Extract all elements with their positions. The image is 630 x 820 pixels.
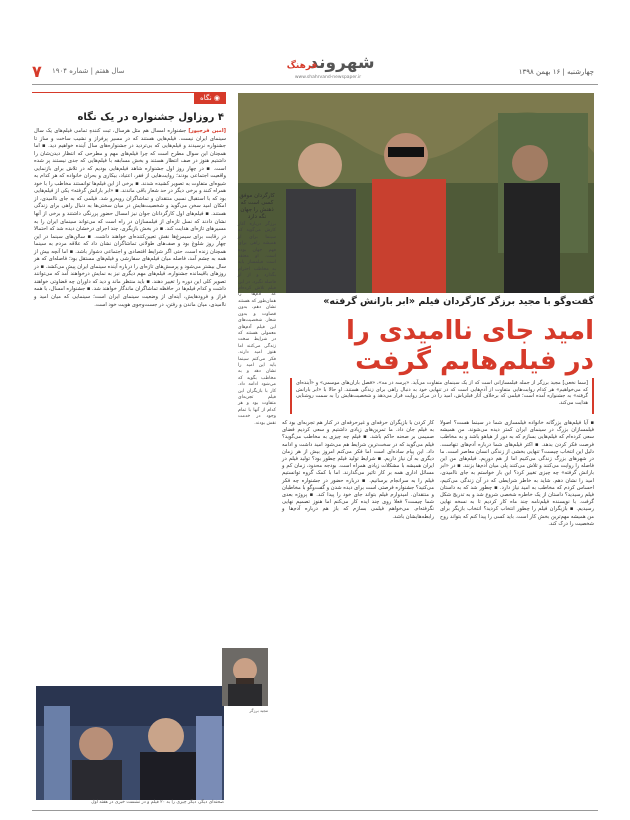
portrait-caption: مجید برزگر [249, 708, 268, 713]
side-body: برزگر درباره آغاز کارش می‌گوید که سینما برای او همیشه راهی برای فهم جهان بوده است. او معتقد است فیلمساز باید به مخاطب احترام بگذارد و از او فاصله نگیرد. در این فیلم تلاش کرده‌ام که آدم‌ها را همان‌طور که هستند نشان دهم، بدون قضاوت و بدون شعار. شخصیت‌های این فیلم آدم‌های معمولی هستند که در شرایط سخت زندگی می‌کنند اما هنوز امید دارند. فکر می‌کنم سینما باید این امید را نشان دهد و به مخاطب بگوید که می‌شود ادامه داد. کار با بازیگران این فیلم تجربه‌ای متفاوت بود و هر کدام از آنها با تمام وجود در خدمت نقش بودند. [238, 222, 276, 426]
svg-text:www.shahrvand-newspaper.ir: www.shahrvand-newspaper.ir [294, 75, 362, 80]
side-quote: کارگردان موفق کسی است که ذهنش را جهان نگه دارد [239, 193, 275, 220]
svg-text:شهروند: شهروند [309, 53, 375, 73]
left-body-text: جشنواره امسال هم مثل هرسال، ثبت کنندهِ تمامی فیلم‌های یک سال سینمای ایران نیست. فیلم‌هایی هستند که در مسیر پرفراز و نشیب ساخت و ساز تا جشنواره نرسیدند و فیلم‌هایی که بی‌تردید در جشنواره‌های سال آینده خواهیم دید. ▪ اما همچنان این سوال مطرح است که چرا فیلم‌های مهم و مطرحی که انتظار دیدن‌شان را داشتیم هنوز در صف انتظار هستند و بخش مسابقه با فیلم‌هایی که جدی نیستند پر شده است. ▪ در چهار روز اول جشنواره شاهد فیلم‌هایی بودیم که در تلاش برای بازنمایی واقعیت اجتماعی بودند؛ روایت‌هایی از فقر، اعتیاد، بیکاری و بحران خانواده که هر کدام به شیوه‌ای متفاوت به تصویر کشیده شدند. ▪ برخی از این فیلم‌ها توانستند مخاطب را با خود همراه کنند و برخی دیگر در حد شعار باقی ماندند. ▪ «ابر بارانش گرفته» یکی از فیلم‌هایی بود که با استقبال نسبی منتقدان و تماشاگران روبه‌رو شد. فیلمی که به جای ناامیدی، از امکان امید سخن می‌گوید و شخصیت‌هایش در میان سختی‌ها به دنبال راهی برای زندگی هستند. ▪ فیلم‌های اول کارگردانان جوان نیز امسال حضور پررنگی داشتند و برخی از آنها نشان دادند که نسل تازه‌ای از فیلمسازان در راه است که می‌تواند سینمای ایران را به مسیرهای تازه‌ای هدایت کند. ▪ در بخش بازیگری، چند اجرای درخشان دیده شد که احتمالا در رقابت برای سیمرغ‌ها نقش تعیین‌کننده‌ای خواهند داشت. ▪ سالن‌های سینما در این چهار روز شلوغ بود و صف‌های طولانی تماشاگران نشان داد که علاقه مردم به سینما همچنان زنده است، حتی اگر شرایط اقتصادی و اجتماعی دشوار باشد. ▪ اما آنچه بیش از همه به چشم آمد، فاصله میان فیلم‌های سفارشی و فیلم‌های مستقل بود؛ فاصله‌ای که هر سال بیشتر می‌شود و پرسش‌های تازه‌ای را درباره آینده سینمای ایران پیش می‌کشد. ▪ در روزهای باقیمانده جشنواره، فیلم‌های مهم دیگری نیز به نمایش درخواهند آمد که می‌توانند تصویر کلی این دوره را تغییر دهند. ▪ باید منتظر ماند و دید که داوران چه قضاوتی خواهند داشت و کدام فیلم‌ها در حافظه تماشاگران ماندگار خواهند شد. ▪ جشنواره امسال، با همه فراز و فرودهایش، آینه‌ای از وضعیت سینمای ایران است؛ سینمایی که میان امید و ناامیدی، میان ماندن و رفتن، در جست‌وجوی هویت خود است. [34, 128, 226, 308]
header-rule [32, 84, 598, 85]
article-subhead: گفت‌وگو با مجید برزگر کارگردان فیلم «ابر بارانش گرفته» [323, 296, 594, 307]
issue-date: چهارشنبه | ۱۶ بهمن ۱۳۹۸ [518, 68, 594, 76]
director-photo [238, 93, 594, 293]
festival-photo-caption: صحنه‌ای دیگر، دیگر چیزی را به ۲۰ فیلم و در نشست خبری در هفته اول [91, 800, 224, 805]
issue-info: سال هفتم | شماره ۱۹۰۴ [52, 67, 125, 75]
left-article-title: ۴ روزاول جشنواره در یک نگاه [77, 112, 224, 123]
newspaper-logo [286, 46, 375, 82]
festival-photo [36, 686, 224, 800]
article-column-middle: کار کردن با بازیگران حرفه‌ای و غیرحرفه‌ای در کنار هم تجربه‌ای بود که به فیلم جان داد. ما تمرین‌های زیادی داشتیم و سعی کردیم فضای صمیمی بر صحنه حاکم باشد. ▪ فیلم چه چیزی به مخاطب می‌گوید؟ فیلم می‌گوید که در سخت‌ترین شرایط هم می‌شود امید داشت و ادامه داد. این پیام ساده‌ای است اما فکر می‌کنم امروز بیش از هر زمان دیگری به آن نیاز داریم. ▪ شرایط تولید فیلم چطور بود؟ تولید فیلم در ایران همیشه با مشکلات زیادی همراه است. بودجه محدود، زمان کم و مسائل اداری همه بر کار تاثیر می‌گذارند. اما با کمک گروه توانستیم فیلم را به سرانجام برسانیم. ▪ درباره حضور در جشنواره چه فکر می‌کنید؟ جشنواره فرصتی است برای دیده شدن و گفت‌وگو با مخاطبان و منتقدان. امیدوارم فیلم بتواند جای خود را پیدا کند. ▪ پروژه بعدی شما چیست؟ فعلا روی چند ایده کار می‌کنم اما هنوز تصمیم نهایی نگرفته‌ام. می‌خواهم فیلمی بسازم که باز هم درباره آدم‌ها و رابطه‌هایشان باشد. [282, 420, 434, 520]
svg-text:فرهنگ: فرهنگ [286, 61, 318, 71]
portrait-photo [222, 648, 268, 706]
section-bar [32, 92, 226, 106]
article-headline-line2: در فیلم‌هایم گرفت [355, 346, 594, 376]
article-column-right: ▪ آیا فیلم‌های بزرگانه خانواده فیلمسازی شما در سینما هست؟ اصولا فیلمسازان بزرگ در سینمای ایران کمتر دیده می‌شوند. من همیشه سعی کرده‌ام که فیلم‌هایی بسازم که به دور از هیاهو باشد و به مخاطب فرصت فکر کردن بدهد. ▪ اکثر فیلم‌های شما درباره آدم‌های تنهاست. دلیل این انتخاب چیست؟ تنهایی بخشی از زندگی انسان معاصر است. ما در شهرهای بزرگ زندگی می‌کنیم اما از هم دوریم. فیلم‌های من این فاصله را روایت می‌کنند و تلاش می‌کنند پلی میان آدم‌ها بزنند. ▪ در «ابر بارانش گرفته» چه چیزی تغییر کرد؟ این بار خواستم به جای ناامیدی، امید را نشان دهم. شاید به خاطر شرایطی که در آن زندگی می‌کنیم، احساس کردم که مخاطب به امید نیاز دارد. ▪ چطور شد که به داستان فیلم رسیدید؟ داستان از یک خاطره شخصی شروع شد و به تدریج شکل گرفت. با نویسنده فیلم‌نامه چند ماه کار کردیم تا به نسخه نهایی رسیدیم. ▪ بازیگران فیلم را چطور انتخاب کردید؟ انتخاب بازیگر برای من همیشه مهم‌ترین بخش کار است. باید کسی را پیدا کنم که بتواند روح شخصیت را درک کند. [440, 420, 594, 527]
section-tag [194, 92, 226, 104]
article-intro-box [290, 378, 594, 414]
footer-rule [32, 810, 598, 811]
left-author: [امین فرجپور] [188, 128, 226, 134]
article-headline-line1: امید جای ناامیدی را [345, 316, 594, 346]
eye-icon: ◉ [211, 94, 220, 102]
section-tag-label: نگاه [200, 94, 212, 102]
left-article-body [34, 128, 226, 681]
page-number: ۷ [32, 62, 42, 81]
article-intro: [سما نخعی] مجید برزگر از جمله فیلمسازانی است که از یک سینمای متفاوت می‌آید. «پرسه در مه»، «فصل باران‌های موسمی» و «آینده‌ای که می‌خواهیم» هر کدام روایت‌هایی متفاوت از آدم‌هایی است که در تنهایی خود به دنبال راهی برای زندگی هستند. او حالا با «ابر بارانش گرفته» به جشنواره آمده است؛ فیلمی که برخلاف آثار قبلی‌اش، امید را در مرکز روایت قرار می‌دهد و شخصیت‌هایش را به سمت روشنایی هدایت می‌کند. [296, 380, 588, 406]
